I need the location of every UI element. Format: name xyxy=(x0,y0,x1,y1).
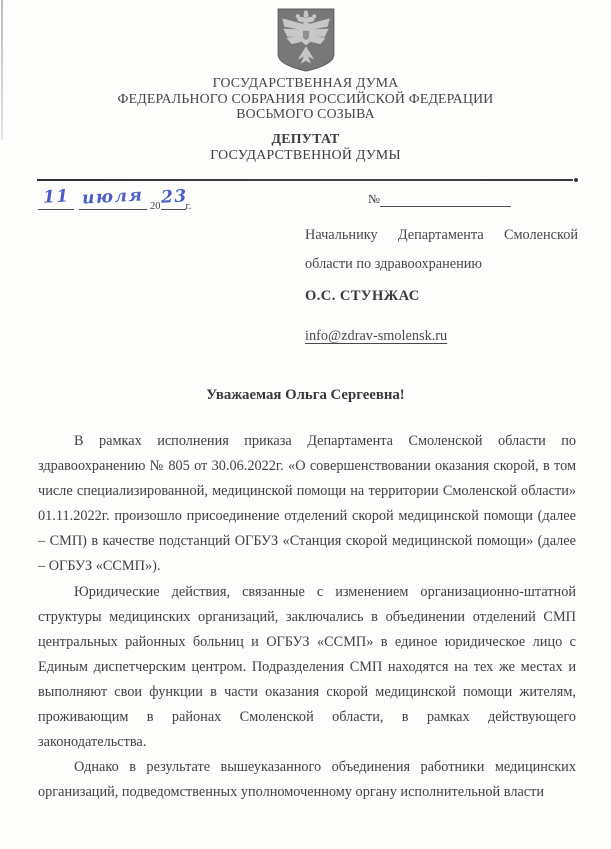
recipient-address: Начальнику Департамента Смоленской области по здравоохранению xyxy=(305,227,578,272)
recipient-name: О.С. СТУНЖАС xyxy=(305,288,420,304)
date-month-underline xyxy=(79,186,147,210)
role-line-2: ГОСУДАРСТВЕННОЙ ДУМЫ xyxy=(210,146,401,162)
letterhead-organization xyxy=(0,75,611,122)
paragraph-2: Юридические действия, связанные с изменением организационно-штатной структуры медицинских организаций, заключались в объединении отделений СМП центральных районных больниц и ОГБУЗ «ССМП» в единое юридическое лицо с Единым диспетчерским центром. Подразделения СМП находятся на тех же местах и выполняют свои функции в части оказания скорой медицинской помощи жителям, проживающим в районах Смоленской области, в рамках действующего законодательства. xyxy=(38,583,576,751)
org-line-2: ФЕДЕРАЛЬНОГО СОБРАНИЯ РОССИЙСКОЙ ФЕДЕРАЦИИ xyxy=(117,90,494,106)
coat-of-arms-russia-icon xyxy=(277,8,335,77)
handwritten-month: июля xyxy=(81,185,145,209)
paragraph-3: Однако в результате вышеуказанного объединения работники медицинских организаций, подведомственных уполномоченному органу исполнительной власти xyxy=(38,759,576,801)
letter-body xyxy=(38,429,576,805)
document-number-field xyxy=(368,192,511,207)
salutation: Уважаемая Ольга Сергеевна! xyxy=(206,387,405,403)
number-sign-label: № xyxy=(368,192,380,206)
org-line-1: ГОСУДАРСТВЕННАЯ ДУМА xyxy=(212,75,399,90)
printed-year-suffix: г. xyxy=(185,201,192,212)
paragraph-1: В рамках исполнения приказа Департамента Смоленской области по здравоохранению № 805 от 30.06.2022г. «О совершенствовании оказания скорой, в том числе специализированной, медицинской помощи на территории Смоленской области» 01.11.2022г. произошло присоединение отделений скорой медицинской помощи (далее – СМП) в качестве подстанций ОГБУЗ «Станция скорой медицинской помощи» (далее – ОГБУЗ «ССМП»). xyxy=(38,433,576,575)
date-day-underline xyxy=(38,186,74,210)
recipient-email: info@zdrav-smolensk.ru xyxy=(305,328,448,344)
printed-century: 20 xyxy=(150,201,161,212)
role-line-1: ДЕПУТАТ xyxy=(271,131,340,146)
org-line-3: ВОСЬМОГО СОЗЫВА xyxy=(236,106,375,121)
header-divider xyxy=(37,179,573,181)
date-year-underline xyxy=(161,186,186,210)
handwritten-day: 11 xyxy=(42,186,70,208)
date-field xyxy=(38,186,191,210)
letterhead-role xyxy=(0,131,611,162)
handwritten-year: 23 xyxy=(160,186,188,208)
number-blank-underline xyxy=(380,192,511,207)
